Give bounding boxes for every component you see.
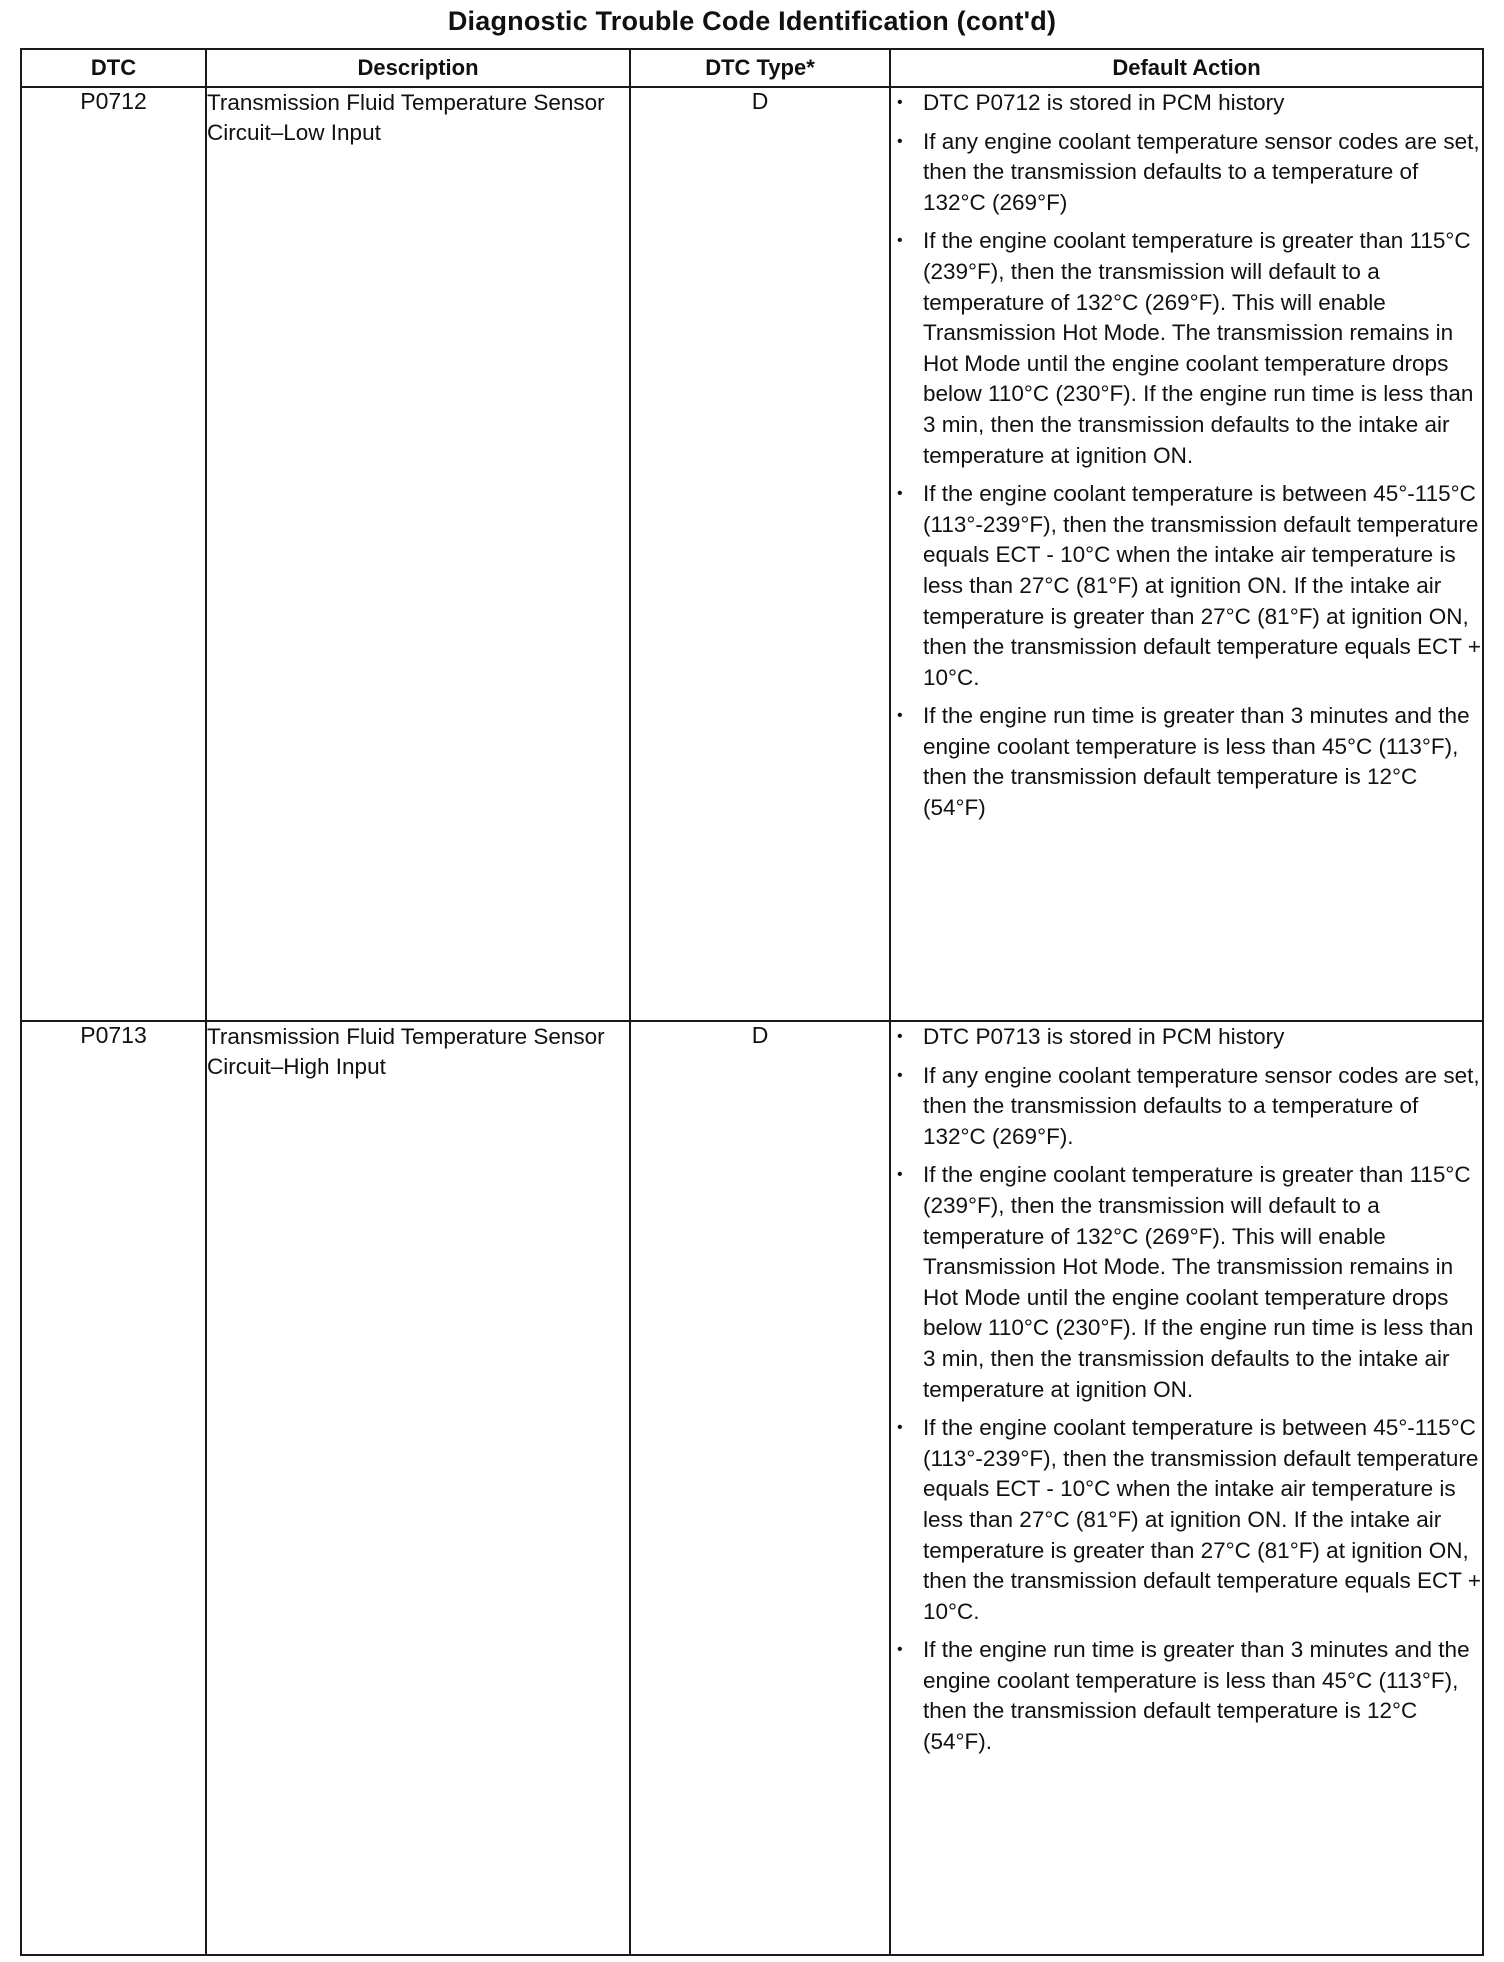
dtc-table (20, 48, 1484, 1956)
action-item: • If any engine coolant temperature sensor codes are set, then the transmission defaults to a temperature of 132°C (269°F) (891, 127, 1482, 219)
action-item: • If the engine coolant temperature is between 45°-115°C (113°-239°F), then the transmission default temperature equals ECT - 10°C when the intake air temperature is less than 27°C (81°F) at ignition ON. If the intake air temperature is greater than 27°C (81°F) at ignition ON, then the transmission default temperature equals ECT + 10°C. (891, 1413, 1482, 1627)
default-action-cell (890, 1021, 1483, 1955)
description-cell: Transmission Fluid Temperature Sensor Circuit–Low Input (206, 87, 630, 1021)
action-item: • If the engine coolant temperature is greater than 115°C (239°F), then the transmission will default to a temperature of 132°C (269°F). This will enable Transmission Hot Mode. The transmission remains in Hot Mode until the engine coolant temperature drops below 110°C (230°F). If the engine run time is less than 3 min, then the transmission defaults to the intake air temperature at ignition ON. (891, 1160, 1482, 1405)
dtc-code-cell: P0713 (21, 1021, 206, 1955)
header-dtc: DTC (21, 49, 206, 87)
description-cell: Transmission Fluid Temperature Sensor Circuit–High Input (206, 1021, 630, 1955)
dtc-code-cell: P0712 (21, 87, 206, 1021)
header-description: Description (206, 49, 630, 87)
action-item: • If any engine coolant temperature sensor codes are set, then the transmission defaults to a temperature of 132°C (269°F). (891, 1061, 1482, 1153)
page-title: Diagnostic Trouble Code Identification (cont'd) (447, 6, 1057, 36)
dtc-type-cell: D (630, 87, 890, 1021)
dtc-type-cell: D (630, 1021, 890, 1955)
action-list (891, 1022, 1482, 1758)
header-dtc-type: DTC Type* (630, 49, 890, 87)
action-list (891, 88, 1482, 824)
action-item: • DTC P0713 is stored in PCM history (891, 1022, 1482, 1053)
default-action-cell (890, 87, 1483, 1021)
table-row (21, 1021, 1483, 1955)
action-item: • If the engine run time is greater than 3 minutes and the engine coolant temperature is less than 45°C (113°F), then the transmission default temperature is 12°C (54°F). (891, 1635, 1482, 1757)
header-default-action: Default Action (890, 49, 1483, 87)
table-header-row (21, 49, 1483, 87)
table-row (21, 87, 1483, 1021)
action-item: • If the engine coolant temperature is greater than 115°C (239°F), then the transmission will default to a temperature of 132°C (269°F). This will enable Transmission Hot Mode. The transmission remains in Hot Mode until the engine coolant temperature drops below 110°C (230°F). If the engine run time is less than 3 min, then the transmission defaults to the intake air temperature at ignition ON. (891, 226, 1482, 471)
action-item: • DTC P0712 is stored in PCM history (891, 88, 1482, 119)
action-item: • If the engine run time is greater than 3 minutes and the engine coolant temperature is less than 45°C (113°F), then the transmission default temperature is 12°C (54°F) (891, 701, 1482, 823)
action-item: • If the engine coolant temperature is between 45°-115°C (113°-239°F), then the transmission default temperature equals ECT - 10°C when the intake air temperature is less than 27°C (81°F) at ignition ON. If the intake air temperature is greater than 27°C (81°F) at ignition ON, then the transmission default temperature equals ECT + 10°C. (891, 479, 1482, 693)
